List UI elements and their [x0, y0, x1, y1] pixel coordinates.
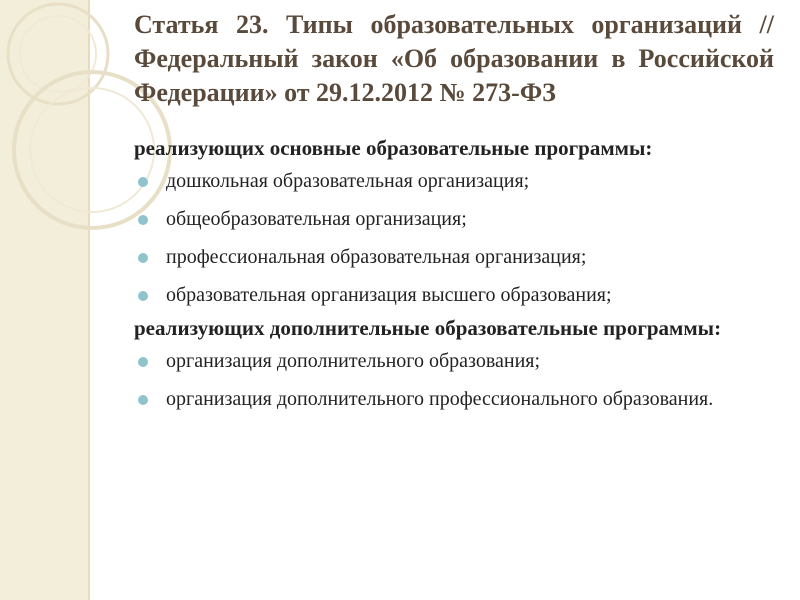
slide-content [134, 134, 774, 418]
list-item-text: образовательная организация высшего образования; [166, 284, 612, 306]
list-item-text: общеобразовательная организация; [166, 208, 467, 230]
list-item [134, 244, 774, 270]
list-item-text: организация дополнительного образования; [166, 350, 541, 372]
bullet-dot-icon [138, 177, 148, 187]
slide-title: Статья 23. Типы образовательных организаций // Федеральный закон «Об образовании в Российской Федерации» от 29.12.2012 № 273-ФЗ [134, 10, 774, 107]
section-heading: реализующих дополнительные образовательные программы: [134, 316, 722, 340]
list-item-text: организация дополнительного профессионального образования. [166, 388, 714, 410]
section-heading: реализующих основные образовательные программы: [134, 136, 653, 160]
bullet-dot-icon [138, 253, 148, 263]
list-item [134, 282, 774, 308]
bullet-list [134, 168, 774, 308]
list-item-text: дошкольная образовательная организация; [166, 170, 530, 192]
list-item [134, 168, 774, 194]
bullet-dot-icon [138, 291, 148, 301]
bullet-dot-icon [138, 215, 148, 225]
list-item-text: профессиональная образовательная организация; [166, 246, 587, 268]
section-main-programs [134, 134, 774, 308]
list-item [134, 348, 774, 374]
section-additional-programs [134, 314, 774, 412]
bullet-list [134, 348, 774, 412]
bullet-dot-icon [138, 395, 148, 405]
list-item [134, 206, 774, 232]
bullet-dot-icon [138, 357, 148, 367]
list-item [134, 386, 774, 412]
